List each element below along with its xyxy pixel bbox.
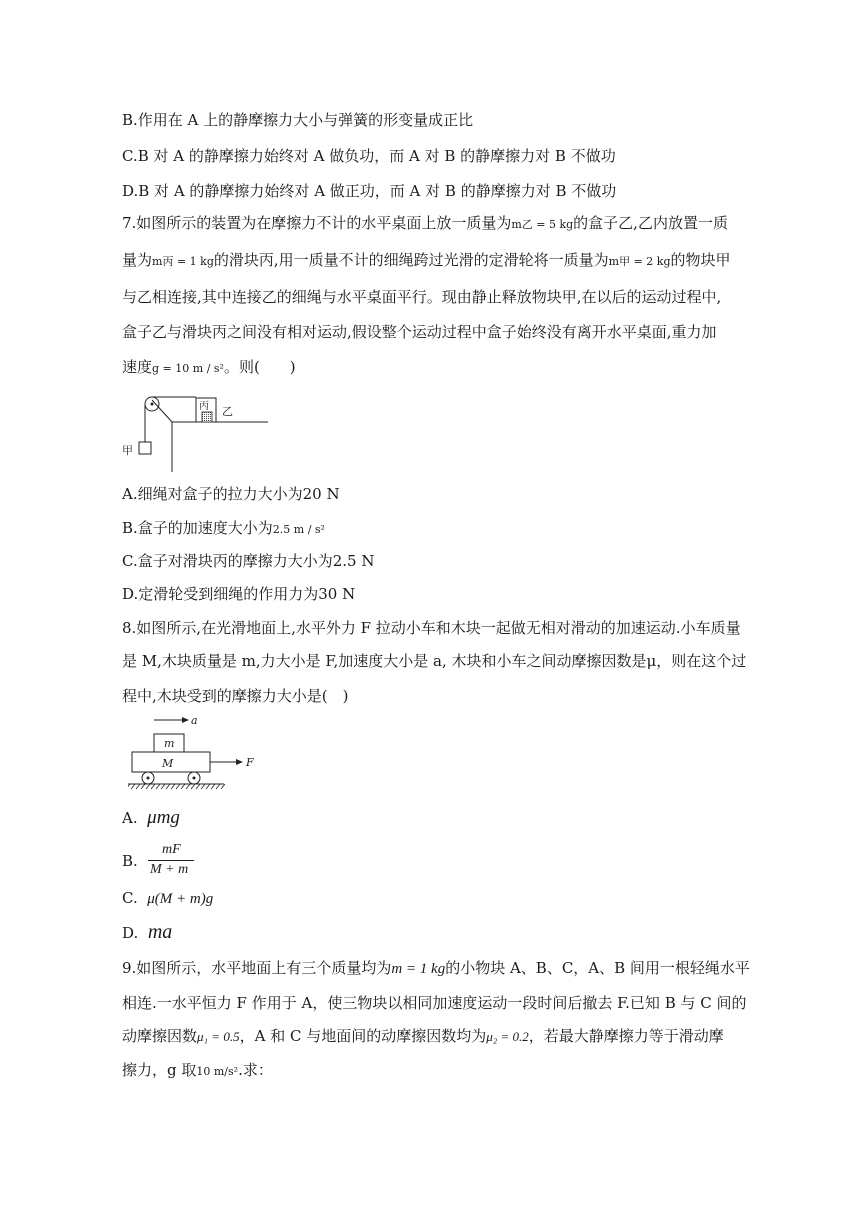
q8-cart-figure — [128, 712, 268, 800]
q7-mass-bing: m丙 = 1 kg — [152, 255, 214, 268]
q7-gravity: g = 10 m / s² — [152, 362, 224, 375]
block-bing — [202, 412, 212, 422]
block-jia — [139, 442, 151, 454]
q7-option-a: A.细绳对盒子的拉力大小为20 N — [122, 485, 340, 503]
q8-stem-line1: 8.如图所示,在光滑地面上,水平外力 F 拉动小车和木块一起做无相对滑动的加速运动.小车质量 — [122, 619, 741, 637]
q6-option-c: C.B 对 A 的静摩擦力始终对 A 做负功，而 A 对 B 的静摩擦力对 B 不做功 — [122, 147, 616, 165]
q6-option-b: B.作用在 A 上的静摩擦力大小与弹簧的形变量成正比 — [122, 111, 474, 129]
fraction-bar — [148, 860, 194, 861]
ground-hatching — [128, 784, 225, 789]
q7-pulley-figure — [120, 388, 270, 472]
q8-stem-line2: 是 M,木块质量是 m,力大小是 F,加速度大小是 a, 木块和小车之间动摩擦因数是μ，则在这个过 — [122, 652, 747, 670]
q8-option-b: B. mF M + m — [122, 842, 242, 882]
q7-option-c: C.盒子对滑块丙的摩擦力大小为2.5 N — [122, 552, 375, 570]
fraction-numerator: mF — [162, 842, 181, 857]
q7-stem-line3: 与乙相连接,其中连接乙的细绳与水平桌面平行。现由静止释放物块甲,在以后的运动过程中, — [122, 288, 722, 306]
fraction-denominator: M + m — [150, 862, 189, 877]
q9-stem-line4: 擦力，g 取10 m/s².求： — [122, 1061, 273, 1079]
label-a: a — [191, 714, 198, 727]
q7-mass-yi: m乙 = 5 kg — [511, 218, 574, 231]
label-m: m — [164, 737, 175, 750]
q8-option-a: A. μmg — [122, 807, 180, 828]
q8-option-c: C. μ(M + m)g — [122, 889, 214, 907]
q7-option-d: D.定滑轮受到细绳的作用力为30 N — [122, 585, 356, 603]
label-yi: 乙 — [222, 405, 233, 418]
label-F: F — [246, 756, 254, 769]
q7-stem-line2: 量为m丙 = 1 kg的滑块丙,用一质量不计的细绳跨过光滑的定滑轮将一质量为m甲 = 2 kg的物块甲 — [122, 251, 731, 269]
q9-stem-line1: 9.如图所示，水平地面上有三个质量均为m = 1 kg的小物块 A、B、C，A、B 间用一根轻绳水平 — [122, 959, 750, 977]
q8-option-d: D. ma — [122, 921, 173, 943]
label-M: M — [162, 757, 174, 770]
q7-stem-line4: 盒子乙与滑块丙之间没有相对运动,假设整个运动过程中盒子始终没有离开水平桌面,重力加 — [122, 323, 717, 341]
q9-stem-line3: 动摩擦因数μ₁ = 0.5，A 和 C 与地面间的动摩擦因数均为μ₂ = 0.2，若最大静摩擦力等于滑动摩 — [122, 1027, 724, 1045]
q7-option-b: B.盒子的加速度大小为2.5 m / s² — [122, 519, 325, 537]
q6-option-d: D.B 对 A 的静摩擦力始终对 A 做正功，而 A 对 B 的静摩擦力对 B 不做功 — [122, 182, 617, 200]
label-bing: 丙 — [199, 401, 209, 412]
q8-stem-line3: 程中,木块受到的摩擦力大小是( ) — [122, 687, 349, 705]
label-jia: 甲 — [122, 444, 133, 457]
q7-stem-line1: 7.如图所示的装置为在摩擦力不计的水平桌面上放一质量为m乙 = 5 kg的盒子乙,乙内放置一质 — [122, 214, 728, 232]
q9-stem-line2: 相连.一水平恒力 F 作用于 A，使三物块以相同加速度运动一段时间后撤去 F.已知 B 与 C 间的 — [122, 994, 747, 1012]
pulley-bracket — [152, 400, 172, 422]
pulley-axle — [151, 403, 154, 406]
q7-mass-jia: m甲 = 2 kg — [608, 255, 671, 268]
q7-stem-line5: 速度g = 10 m / s²。则( ) — [122, 358, 296, 376]
